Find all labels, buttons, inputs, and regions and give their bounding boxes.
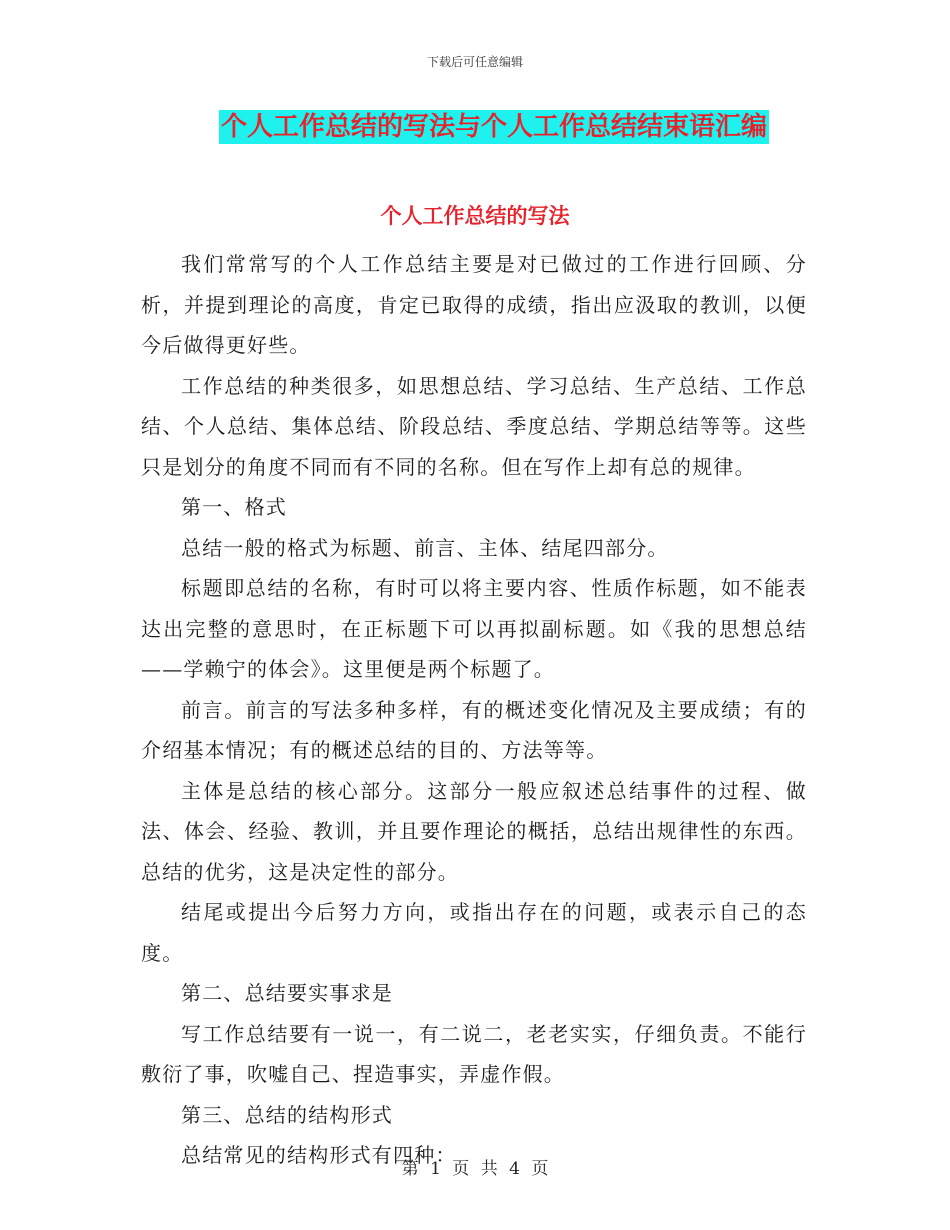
section-title: 个人工作总结的写法 [380,204,570,228]
heading-structure: 第三、总结的结构形式 [181,1102,393,1127]
paragraph-truthful: 写工作总结要有一说一，有二说二，老老实实，仔细负责。不能行敷衍了事，吹嘘自己、捏造事实，弄虚作假。 [141,1021,807,1086]
paragraph-preface: 前言。前言的写法多种多样，有的概述变化情况及主要成绩；有的介绍基本情况；有的概述总结的目的、方法等等。 [141,697,807,762]
document-title: 个人工作总结的写法与个人工作总结结束语汇编 [221,112,768,142]
paragraph-ending: 结尾或提出今后努力方向，或指出存在的问题，或表示自己的态度。 [141,900,807,965]
paragraph-format: 总结一般的格式为标题、前言、主体、结尾四部分。 [181,535,669,560]
paragraph-intro: 我们常常写的个人工作总结主要是对已做过的工作进行回顾、分析，并提到理论的高度，肯定已取得的成绩，指出应汲取的教训，以便今后做得更好些。 [141,252,807,357]
header-note: 下载后可任意编辑 [426,55,523,69]
document-body [141,244,807,1176]
paragraph-structure: 总结常见的结构形式有四种： [181,1143,457,1167]
heading-truthful: 第二、总结要实事求是 [181,981,393,1005]
paragraph-types: 工作总结的种类很多，如思想总结、学习总结、生产总结、工作总结、个人总结、集体总结、阶段总结、季度总结、学期总结等等。这些只是划分的角度不同而有不同的名称。但在写作上却有总的规律。 [141,373,807,479]
heading-format: 第一、格式 [181,495,287,519]
paragraph-title: 标题即总结的名称，有时可以将主要内容、性质作标题，如不能表达出完整的意思时，在正标题下可以再拟副标题。如《我的思想总结——学赖宁的体会》。这里便是两个标题了。 [141,576,807,681]
page-footer: 第 1 页 共 4 页 [401,1159,549,1179]
paragraph-main-body: 主体是总结的核心部分。这部分一般应叙述总结事件的过程、做法、体会、经验、教训，并且要作理论的概括，总结出规律性的东西。总结的优劣，这是决定性的部分。 [141,778,807,884]
